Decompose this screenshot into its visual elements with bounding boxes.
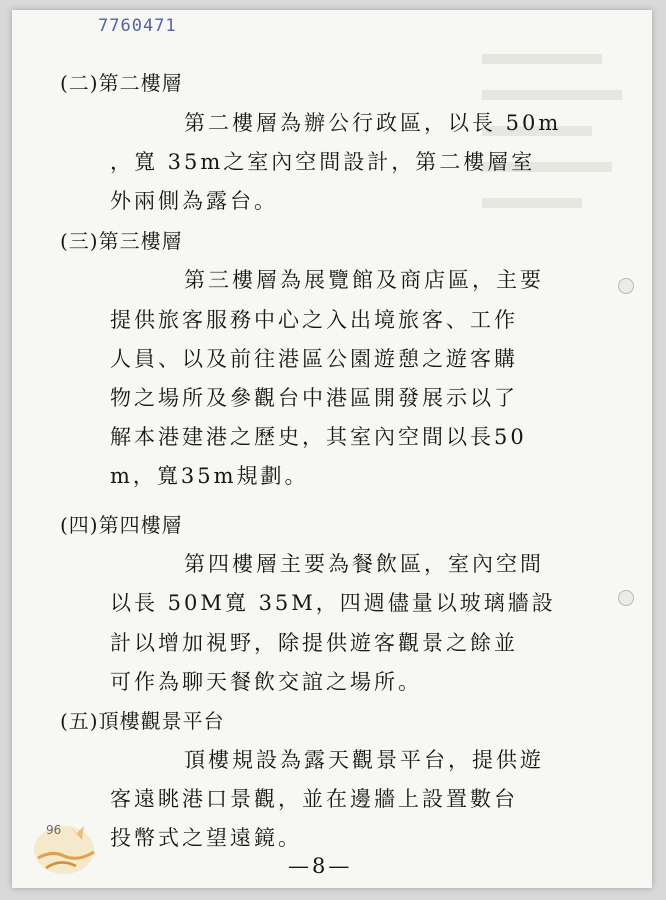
section-heading-3: (三)第三樓層 (60, 229, 183, 253)
section-5-line-3: 投幣式之望遠鏡。 (110, 826, 302, 850)
section-3-line-4: 物之場所及參觀台中港區開發展示以了 (110, 386, 518, 410)
section-4-line-4: 可作為聊天餐飲交誼之場所。 (110, 670, 422, 694)
section-3-line-2: 提供旅客服務中心之入出境旅客、工作 (110, 308, 518, 332)
section-2-line-3: 外兩側為露台。 (110, 189, 278, 213)
section-heading-4: (四)第四樓層 (60, 513, 183, 537)
section-5-line-1: 頂樓規設為露天觀景平台，提供遊 (184, 748, 544, 772)
archive-logo-icon (24, 810, 104, 880)
page-number: —8— (288, 854, 353, 878)
binding-hole-top (618, 278, 634, 294)
section-heading-2: (二)第二樓層 (60, 71, 183, 95)
binding-hole-bottom (618, 590, 634, 606)
section-4-line-2: 以長 50M寬 35M，四週儘量以玻璃牆設 (110, 591, 556, 615)
section-5-line-2: 客遠眺港口景觀，並在邊牆上設置數台 (110, 787, 518, 811)
section-4-line-3: 計以增加視野，除提供遊客觀景之餘並 (110, 631, 518, 655)
section-2-line-2: ，寬 35m之室內空間設計，第二樓層室 (110, 150, 536, 174)
stamp-number: 7760471 (98, 16, 177, 36)
document-page (12, 10, 652, 888)
section-3-line-3: 人員、以及前往港區公園遊憩之遊客購 (110, 347, 518, 371)
section-3-line-5: 解本港建港之歷史，其室內空間以長50 (110, 425, 527, 449)
svg-text:96: 96 (46, 823, 62, 837)
section-2-line-1: 第二樓層為辦公行政區，以長 50m (184, 111, 562, 135)
section-3-line-1: 第三樓層為展覽館及商店區，主要 (184, 268, 544, 292)
section-heading-5: (五)頂樓觀景平台 (60, 709, 225, 733)
section-4-line-1: 第四樓層主要為餐飲區，室內空間 (184, 552, 544, 576)
section-3-line-6: m，寬35m規劃。 (110, 464, 309, 488)
